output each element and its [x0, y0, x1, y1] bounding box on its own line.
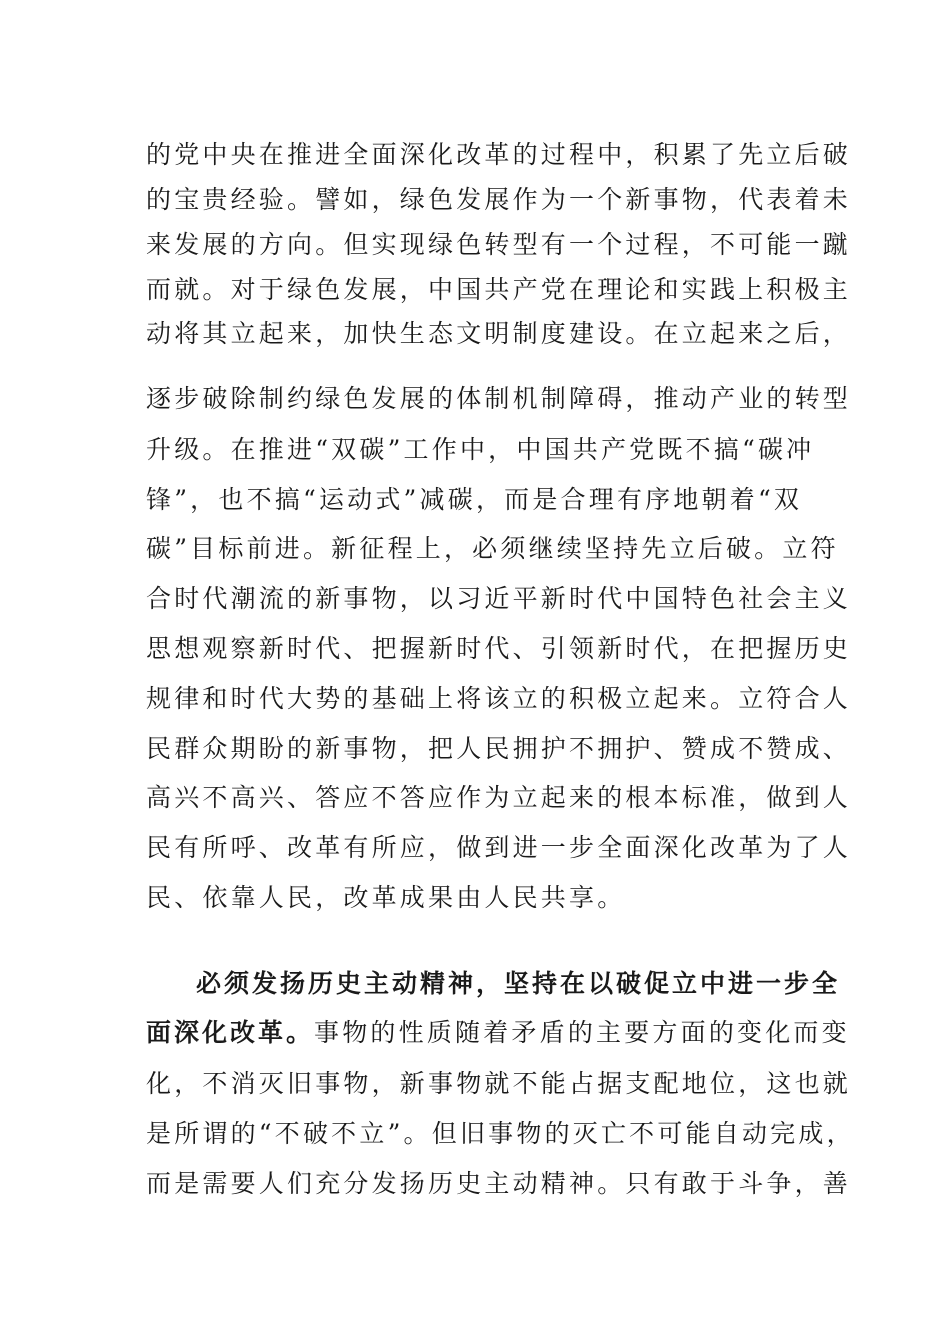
bold-heading-end: 面深化改革。 — [146, 1018, 315, 1047]
text-line: 化，不消灭旧事物，新事物就不能占据支配地位，这也就 — [146, 1069, 852, 1098]
text-line: 来发展的方向。但实现绿色转型有一个过程，不可能一蹴 — [146, 230, 852, 259]
text-line: 而是需要人们充分发扬历史主动精神。只有敢于斗争，善 — [146, 1169, 852, 1198]
text-line: 的党中央在推进全面深化改革的过程中，积累了先立后破 — [146, 140, 852, 169]
text-line: 是所谓的“不破不立”。但旧事物的灭亡不可能自动完成， — [146, 1119, 855, 1148]
text-line: 思想观察新时代、把握新时代、引领新时代，在把握历史 — [146, 634, 852, 663]
text-line: 升级。在推进“双碳”工作中，中国共产党既不搞“碳冲 — [146, 435, 815, 464]
text-line: 的宝贵经验。譬如，绿色发展作为一个新事物，代表着未 — [146, 185, 852, 214]
text-line: 民有所呼、改革有所应，做到进一步全面深化改革为了人 — [146, 833, 852, 862]
text-span: 事物的性质随着矛盾的主要方面的变化而变 — [314, 1018, 850, 1047]
text-line: 碳”目标前进。新征程上，必须继续坚持先立后破。立符 — [146, 534, 839, 563]
text-line: 民、依靠人民，改革成果由人民共享。 — [146, 883, 626, 912]
text-line: 而就。对于绿色发展，中国共产党在理论和实践上积极主 — [146, 275, 852, 304]
text-line: 锋”，也不搞“运动式”减碳，而是合理有序地朝着“双 — [146, 485, 803, 514]
text-line: 合时代潮流的新事物，以习近平新时代中国特色社会主义 — [146, 584, 852, 613]
text-line: 规律和时代大势的基础上将该立的积极立起来。立符合人 — [146, 684, 852, 713]
text-line — [146, 1015, 850, 1051]
text-line: 高兴不高兴、答应不答应作为立起来的根本标准，做到人 — [146, 783, 852, 812]
bold-heading-line: 必须发扬历史主动精神，坚持在以破促立中进一步全 — [196, 969, 841, 998]
text-line: 动将其立起来，加快生态文明制度建设。在立起来之后， — [146, 319, 852, 348]
text-line: 逐步破除制约绿色发展的体制机制障碍，推动产业的转型 — [146, 384, 852, 413]
text-line: 民群众期盼的新事物，把人民拥护不拥护、赞成不赞成、 — [146, 734, 852, 763]
